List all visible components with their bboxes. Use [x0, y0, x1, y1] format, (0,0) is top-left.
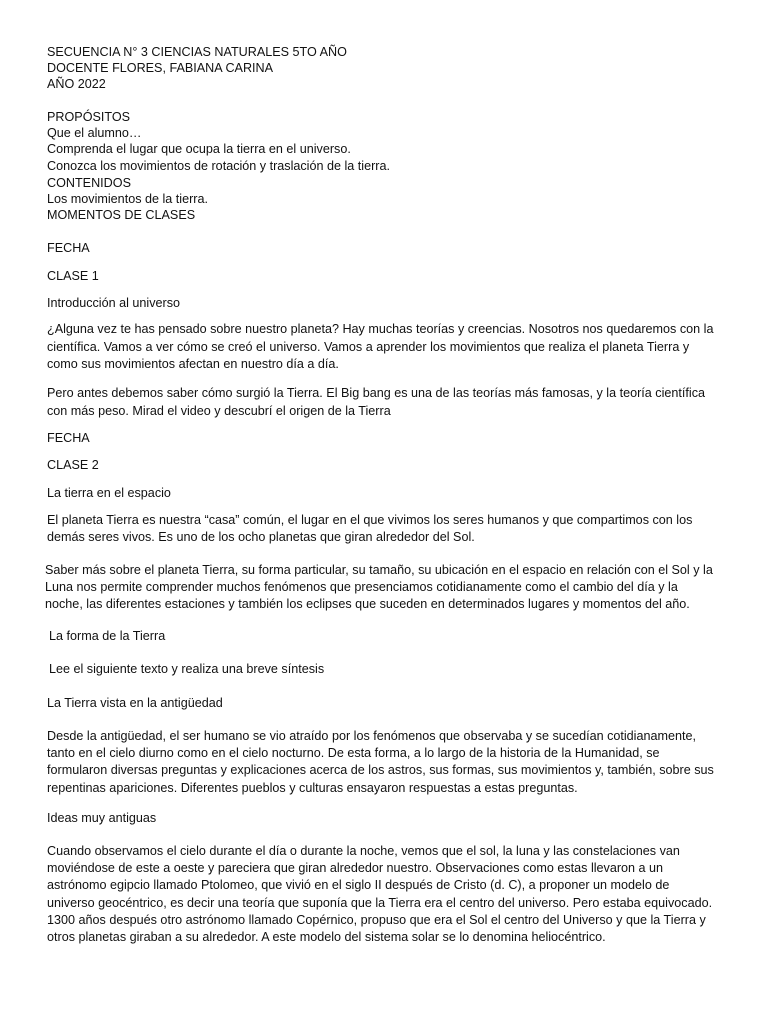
clase1-title: CLASE 1	[47, 269, 99, 283]
ideas-antiguas-heading: Ideas muy antiguas	[47, 811, 157, 825]
antiguedad-heading: La Tierra vista en la antigüedad	[47, 696, 223, 710]
momentos-heading: MOMENTOS DE CLASES	[47, 208, 196, 222]
clase1-subtitle: Introducción al universo	[47, 296, 181, 310]
clase2-paragraph-2: Saber más sobre el planeta Tierra, su forma particular, su tamaño, su ubicación en el espacio en relación con el Sol y la Luna nos permite comprender muchos fenómenos que presenciamos cotidianamente como el cambio del día y la noche, las diferentes estaciones y también los eclipses que suceden en determinados lugares y momentos del año.	[45, 563, 713, 612]
consigna-text: Lee el siguiente texto y realiza una breve síntesis	[49, 662, 325, 676]
antiguedad-paragraph: Desde la antigüedad, el ser humano se vio atraído por los fenómenos que observaba y se sucedían cotidianamente, tanto en el cielo diurno como en el cielo nocturno. De esta forma, a lo largo de la historia de la Humanidad, se formularon diversas preguntas y explicaciones acerca de los astros, sus formas, sus movimientos y, también, sobre sus repentinas apariciones. Diferentes pueblos y culturas ensayaron respuestas a estas preguntas.	[47, 729, 714, 795]
proposito-item-1: Comprenda el lugar que ocupa la tierra en el universo.	[47, 142, 351, 156]
clase2-title: CLASE 2	[47, 458, 99, 472]
header-sequence-title: SECUENCIA N° 3 CIENCIAS NATURALES 5TO AÑO	[47, 45, 347, 59]
header-teacher-name: DOCENTE FLORES, FABIANA CARINA	[47, 61, 274, 75]
contenidos-heading: CONTENIDOS	[47, 176, 131, 190]
clase2-paragraph-1: El planeta Tierra es nuestra “casa” común, el lugar en el que vivimos los seres humanos y que compartimos con los demás seres vivos. Es uno de los ocho planetas que giran alrededor del Sol.	[47, 513, 693, 545]
ideas-antiguas-paragraph: Cuando observamos el cielo durante el día o durante la noche, vemos que el sol, la luna y las constelaciones van moviéndose de este a oeste y pareciera que giran alrededor nuestro. Observaciones como estas llevaron a un astrónomo egipcio llamado Ptolomeo, que vivió en el siglo II después de Cristo (d. C), a proponer un modelo de universo geocéntrico, es decir una teoría que suponía que la Tierra era el centro del universo. Pero estaba equivocado. 1300 años después otro astrónomo llamado Copérnico, propuso que era el Sol el centro del Universo y que la Tierra y otros planetas giraban a su alrededor. A este modelo del sistema solar se lo denomina heliocéntrico.	[47, 844, 713, 945]
propositos-heading: PROPÓSITOS	[47, 110, 131, 124]
forma-tierra-heading: La forma de la Tierra	[49, 629, 166, 643]
header-year: AÑO 2022	[47, 77, 106, 91]
clase1-paragraph-1: ¿Alguna vez te has pensado sobre nuestro planeta? Hay muchas teorías y creencias. Nosotros nos quedaremos con la científica. Vamos a ver cómo se creó el universo. Vamos a aprender los movimientos que realiza el planeta Tierra y como sus movimientos afectan en nuestro día a día.	[47, 322, 714, 371]
clase1-paragraph-2: Pero antes debemos saber cómo surgió la Tierra. El Big bang es una de las teorías más famosas, y la teoría científica con más peso. Mirad el video y descubrí el origen de la Tierra	[47, 386, 706, 418]
propositos-intro: Que el alumno…	[47, 126, 142, 140]
proposito-item-2: Conozca los movimientos de rotación y traslación de la tierra.	[47, 159, 390, 173]
clase2-fecha: FECHA	[47, 431, 90, 445]
clase1-fecha: FECHA	[47, 241, 90, 255]
contenido-item-1: Los movimientos de la tierra.	[47, 192, 208, 206]
clase2-subtitle: La tierra en el espacio	[47, 486, 171, 500]
